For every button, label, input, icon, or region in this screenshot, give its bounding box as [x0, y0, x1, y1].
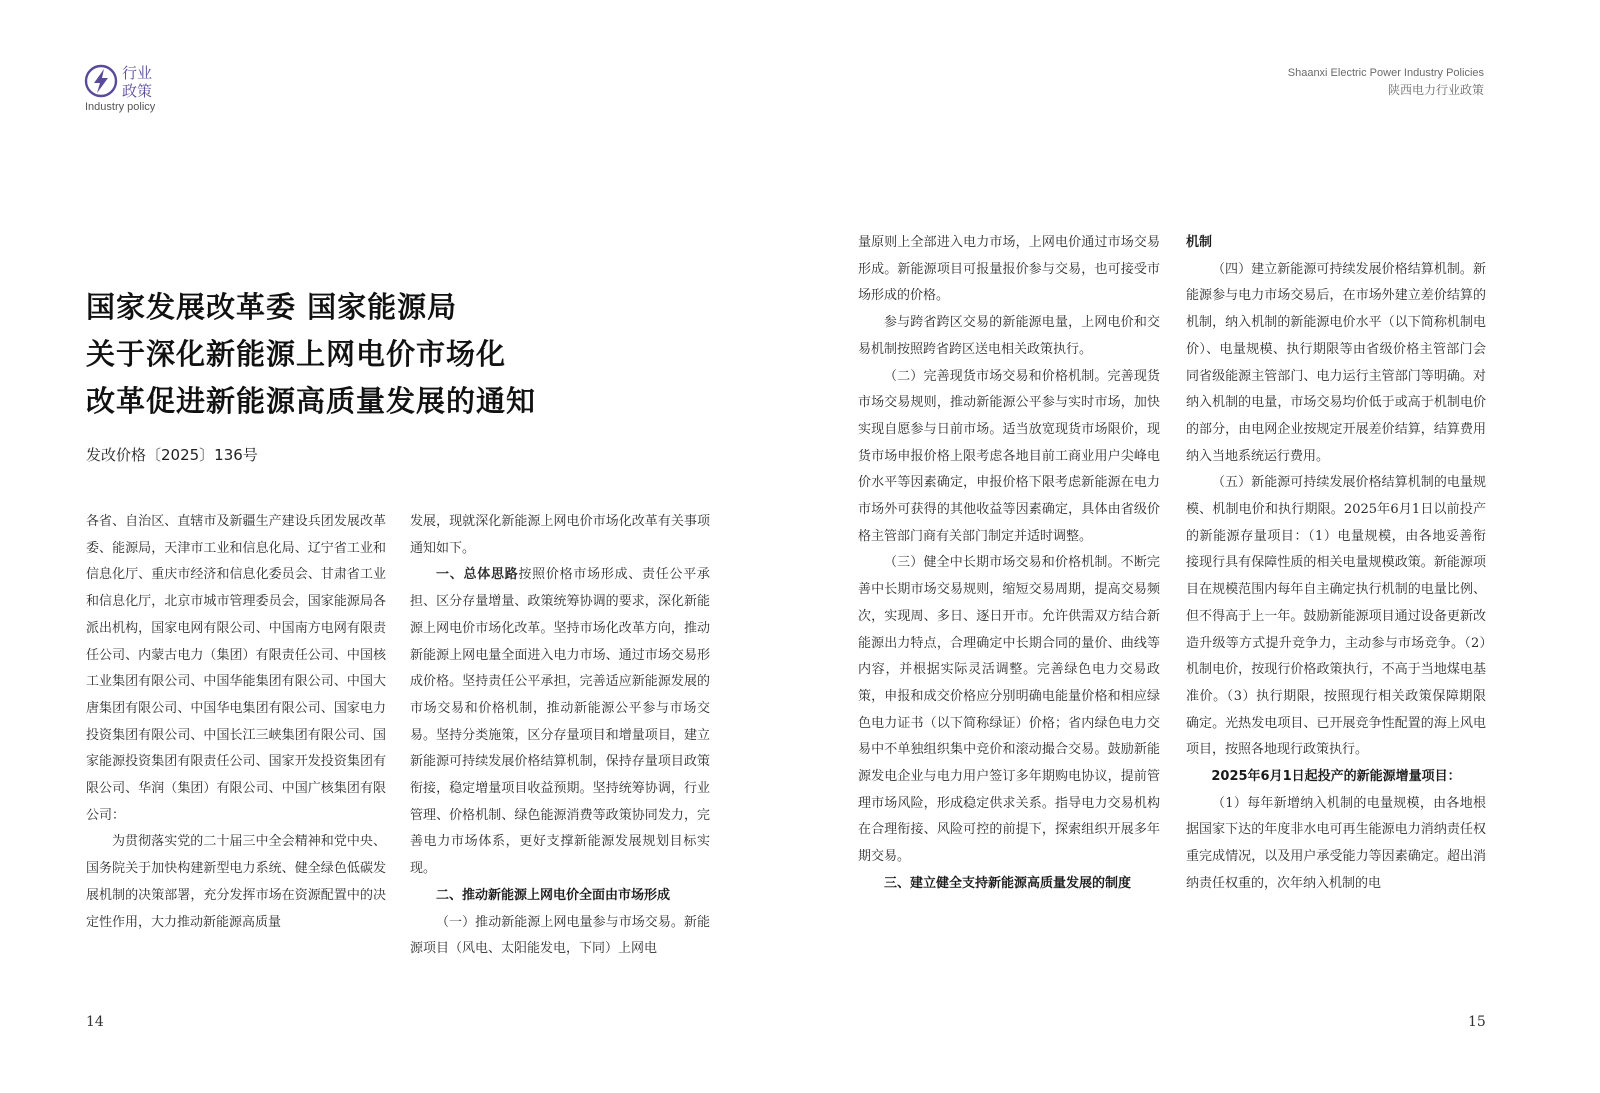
subheading: 2025年6月1日起投产的新能源增量项目： [1211, 769, 1461, 785]
paragraph: （一）推动新能源上网电量参与市场交易。新能源项目（风电、太阳能发电，下同）上网电 [410, 914, 710, 957]
journal-name-cn: 陕西电力行业政策 [1387, 83, 1484, 97]
title-line-3: 改革促进新能源高质量发展的通知 [86, 384, 537, 418]
paragraph: （1）每年新增纳入机制的电量规模，由各地根据国家下达的年度非水电可再生能源电力消纳责任权重完成情况，以及用户承受能力等因素确定。超出消纳责任权重的，次年纳入机制的电 [1186, 795, 1486, 891]
paragraph: 为贯彻落实党的二十届三中全会精神和党中央、国务院关于加快构建新型电力系统、健全绿色低碳发展机制的决策部署，充分发挥市场在资源配置中的决定性作用，大力推动新能源高质量 [86, 834, 386, 930]
paragraph: 参与跨省跨区交易的新能源电量，上网电价和交易机制按照跨省跨区送电相关政策执行。 [858, 315, 1160, 357]
section-label-en: Industry policy [85, 101, 156, 113]
journal-name-en: Shaanxi Electric Power Industry Policies [1287, 67, 1484, 79]
section-heading-continued: 机制 [1186, 235, 1213, 250]
section-heading-inline: 一、总体思路 [436, 567, 519, 583]
section-label-cn: 行业 政策 [122, 64, 153, 100]
page-number: 15 [1468, 1014, 1486, 1030]
lightning-bolt-icon [84, 64, 118, 98]
paragraph: （五）新能源可持续发展价格结算机制的电量规模、机制电价和执行期限。2025年6月1日以前投产的新能源存量项目：（1）电量规模，由各地妥善衔接现行具有保障性质的相关电量规模政策。新能源项目在规模范围内每年自主确定执行机制的电量比例、但不得高于上一年。鼓励新能源项目通过设备更新改造升级等方式提升竞争力，主动参与市场竞争。（2）机制电价，按现行价格政策执行，不高于当地煤电基准价。（3）执行期限，按照现行相关政策保障期限确定。光热发电项目、已开展竞争性配置的海上风电项目，按照各地现行政策执行。 [1186, 475, 1486, 758]
paragraph: 一、总体思路按照价格市场形成、责任公平承担、区分存量增量、政策统筹协调的要求，深化新能源上网电价市场化改革。坚持市场化改革方向，推动新能源上网电量全面进入电力市场、通过市场交易形成价格。坚持责任公平承担，完善适应新能源发展的市场交易和价格机制，推动新能源公平参与市场交易。坚持分类施策，区分存量项目和增量项目，建立新能源可持续发展价格结算机制，保持存量项目政策衔接，稳定增量项目收益预期。坚持统筹协调，行业管理、价格机制、绿色能源消费等政策协同发力，完善电力市场体系，更好支撑新能源发展规划目标实现。 [410, 567, 710, 877]
journal-header [1288, 65, 1484, 99]
paragraph: 量原则上全部进入电力市场，上网电价通过市场交易形成。新能源项目可报量报价参与交易，也可接受市场形成的价格。 [858, 235, 1160, 304]
column-4 [1186, 230, 1486, 898]
column-1 [86, 509, 386, 936]
column-2 [410, 509, 710, 963]
section-heading: 二、推动新能源上网电价全面由市场形成 [436, 887, 671, 903]
paragraph: （四）建立新能源可持续发展价格结算机制。新能源参与电力市场交易后，在市场外建立差价结算的机制，纳入机制的新能源电价水平（以下简称机制电价）、电量规模、执行期限等由省级价格主管部门会同省级能源主管部门、电力运行主管部门等明确。对纳入机制的电量，市场交易均价低于或高于机制电价的部分，由电网企业按规定开展差价结算，结算费用纳入当地系统运行费用。 [1186, 261, 1486, 464]
paragraph: 各省、自治区、直辖市及新疆生产建设兵团发展改革委、能源局，天津市工业和信息化局、辽宁省工业和信息化厅、重庆市经济和信息化委员会、甘肃省工业和信息化厅，北京市城市管理委员会，国家能源局各派出机构，国家电网有限公司、中国南方电网有限责任公司、内蒙古电力（集团）有限责任公司、中国核工业集团有限公司、中国华能集团有限公司、中国大唐集团有限公司、中国华电集团有限公司、国家电力投资集团有限公司、中国长江三峡集团有限公司、国家能源投资集团有限责任公司、国家开发投资集团有限公司、华润（集团）有限公司、中国广核集团有限公司： [86, 514, 386, 823]
right-page [800, 0, 1600, 1093]
title-line-1: 国家发展改革委 国家能源局 [86, 290, 458, 324]
article-title [86, 284, 726, 425]
column-3 [858, 230, 1160, 898]
paragraph: （二）完善现货市场交易和价格机制。完善现货市场交易规则，推动新能源公平参与实时市场，加快实现自愿参与日前市场。适当放宽现货市场限价，现货市场申报价格上限考虑各地目前工商业用户尖峰电价水平等因素确定，申报价格下限考虑新能源在电力市场外可获得的其他收益等因素确定，具体由省级价格主管部门商有关部门制定并适时调整。 [858, 368, 1160, 544]
document-number: 发改价格〔2025〕136号 [86, 446, 258, 464]
page-number: 14 [86, 1014, 104, 1030]
section-heading: 三、建立健全支持新能源高质量发展的制度 [884, 875, 1132, 891]
paragraph: （三）健全中长期市场交易和价格机制。不断完善中长期市场交易规则，缩短交易周期，提高交易频次，实现周、多日、逐日开市。允许供需双方结合新能源出力特点，合理确定中长期合同的量价、曲线等内容，并根据实际灵活调整。完善绿色电力交易政策，申报和成交价格应分别明确电能量价格和相应绿色电力证书（以下简称绿证）价格；省内绿色电力交易中不单独组织集中竞价和滚动撮合交易。鼓励新能源发电企业与电力用户签订多年期购电协议，提前管理市场风险，形成稳定供求关系。指导电力交易机构在合理衔接、风险可控的前提下，探索组织开展多年期交易。 [858, 555, 1160, 865]
paragraph: 发展，现就深化新能源上网电价市场化改革有关事项通知如下。 [410, 514, 710, 556]
title-line-2: 关于深化新能源上网电价市场化 [86, 337, 507, 371]
